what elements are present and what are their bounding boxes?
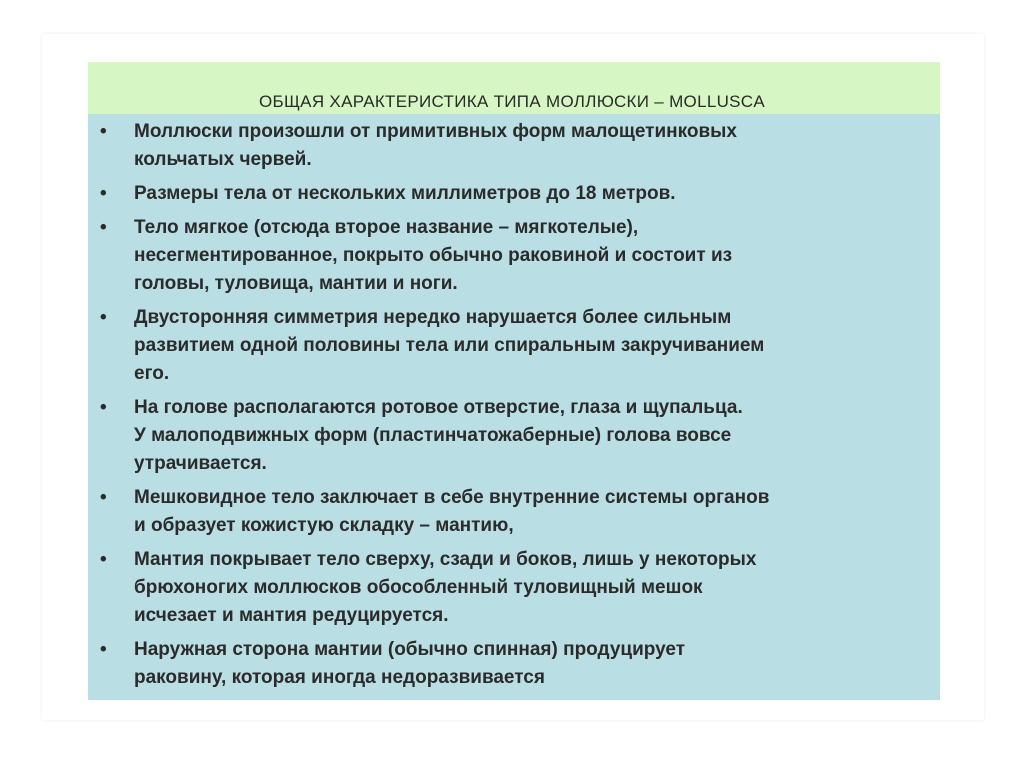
bullet-item — [96, 118, 932, 174]
slide-title: ОБЩАЯ ХАРАКТЕРИСТИКА ТИПА МОЛЛЮСКИ – MOLLUSCA — [258, 92, 766, 111]
bullet-item — [96, 304, 932, 388]
bullet-text: Тело мягкое (отсюда второе название – мягкотелые), несегментированное, покрыто обычно раковиной и состоит из головы, туловища, мантии и ноги. — [134, 217, 733, 294]
bullet-marker: • — [100, 397, 107, 418]
bullet-marker: • — [100, 217, 107, 238]
bullet-marker: • — [100, 549, 107, 570]
bullet-marker: • — [100, 121, 107, 142]
bullet-marker: • — [100, 307, 107, 328]
bullet-marker: • — [100, 487, 107, 508]
bullet-item — [96, 484, 932, 540]
bullet-item — [96, 180, 932, 208]
bullet-marker: • — [100, 639, 107, 660]
bullet-text: Моллюски произошли от примитивных форм малощетинковых кольчатых червей. — [134, 121, 737, 170]
bullet-item — [96, 636, 932, 692]
bullet-text: Мешковидное тело заключает в себе внутренние системы органов и образует кожистую складку – мантию, — [134, 487, 770, 536]
bullet-item — [96, 546, 932, 630]
bullet-item — [96, 214, 932, 298]
bullet-list — [96, 118, 932, 698]
bullet-item — [96, 394, 932, 478]
bullet-text: На голове располагаются ротовое отверстие, глаза и щупальца. У малоподвижных форм (пластинчатожаберные) голова вовсе утрачивается. — [134, 397, 743, 474]
bullet-text: Двусторонняя симметрия нередко нарушается более сильным развитием одной половины тела или спиральным закручиванием его. — [134, 307, 765, 384]
bullet-marker: • — [100, 183, 107, 204]
bullet-text: Размеры тела от нескольких миллиметров до 18 метров. — [134, 183, 676, 204]
bullet-text: Наружная сторона мантии (обычно спинная) продуцирует раковину, которая иногда недоразвивается — [134, 639, 686, 688]
bullet-text: Мантия покрывает тело сверху, сзади и боков, лишь у некоторых брюхоногих моллюсков обособленный туловищный мешок исчезает и мантия редуцируется. — [134, 549, 757, 626]
